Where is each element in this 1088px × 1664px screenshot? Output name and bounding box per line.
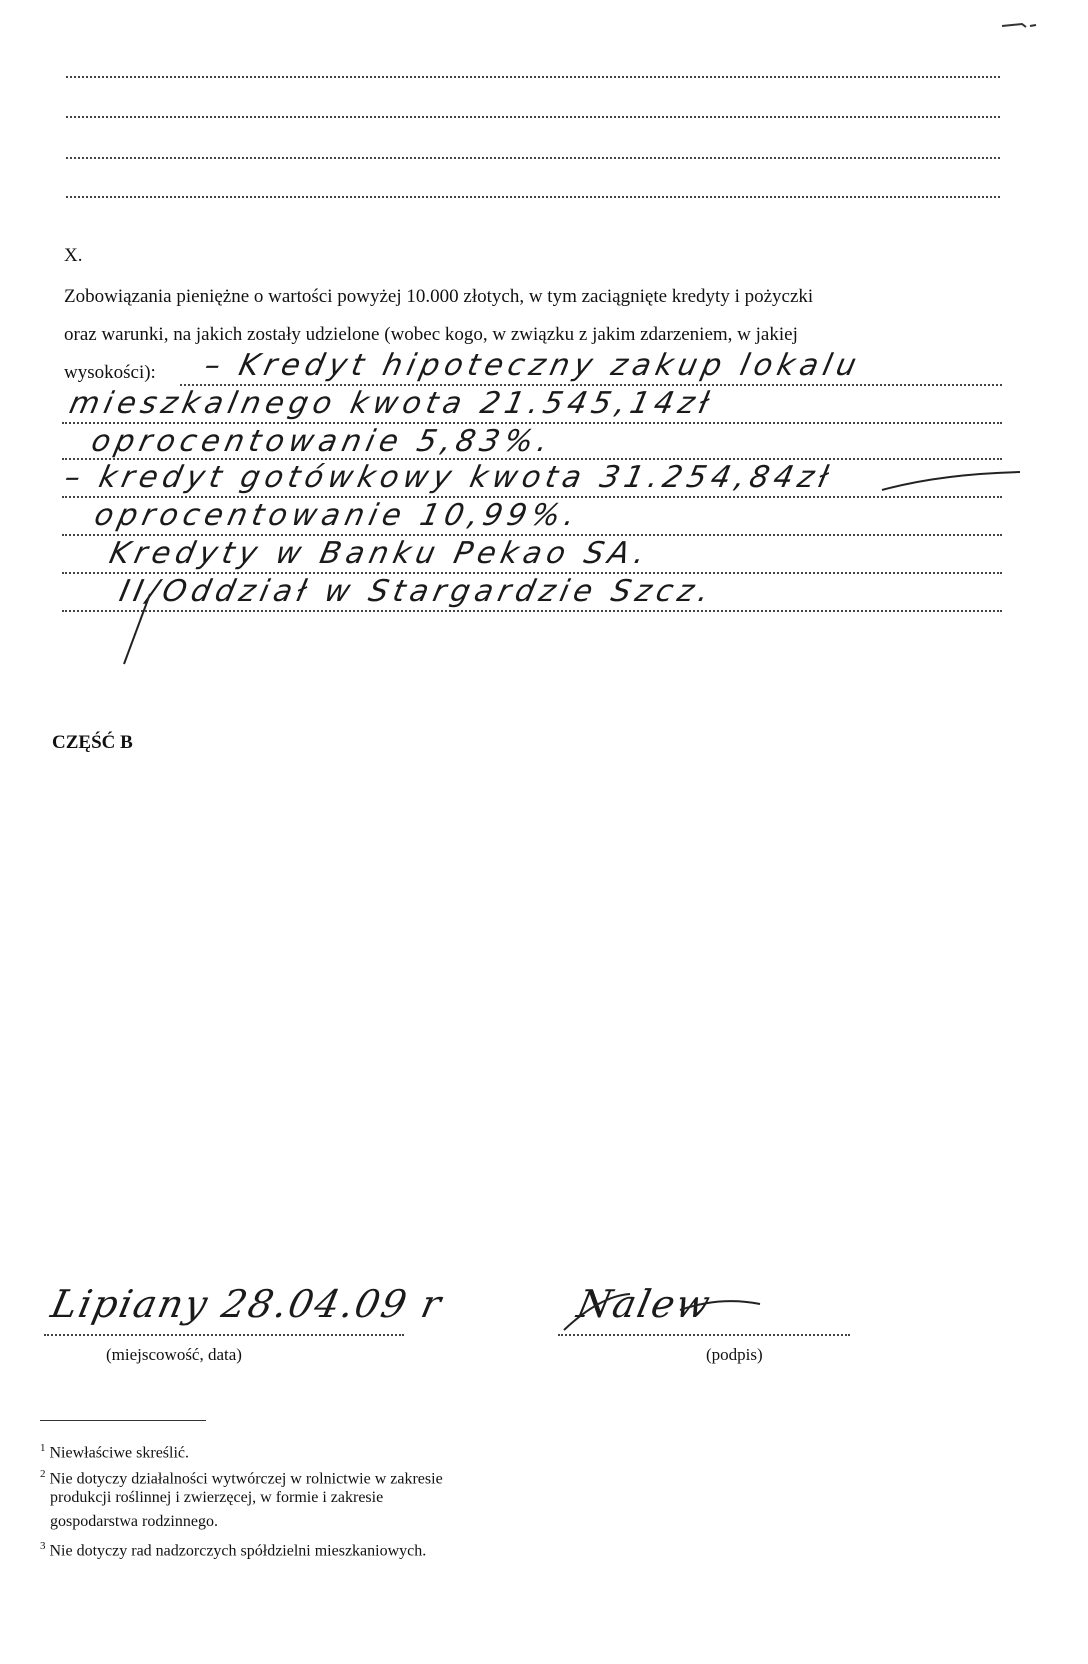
handwritten-line: II/Oddział w Stargardzie Szcz. (116, 574, 717, 609)
handwritten-line: – kredyt gotówkowy kwota 31.254,84zł (61, 460, 837, 495)
handwriting-stroke (110, 590, 170, 670)
footnote-mark: 1 (40, 1442, 46, 1454)
signature-handwritten: Nalew (573, 1282, 716, 1326)
footnote-text: Niewłaściwe skreślić. (49, 1444, 190, 1462)
footnote-2-cont (50, 1510, 218, 1534)
section-x-intro-line1: Zobowiązania pieniężne o wartości powyżej 10.000 złotych, w tym zaciągnięte kredyty i pożyczki (64, 286, 814, 307)
handwritten-line: – Kredyt hipoteczny zakup lokalu (201, 348, 865, 383)
section-x-intro-line3: wysokości): (64, 362, 156, 383)
place-date-dotted-line (44, 1334, 404, 1336)
handwritten-line: oprocentowanie 10,99%. (91, 498, 584, 533)
signature-flourish (560, 1286, 770, 1336)
footnote-text: gospodarstwa rodzinnego. (50, 1513, 218, 1530)
footnote-2-cont (50, 1486, 383, 1510)
footnote-mark: 3 (40, 1540, 46, 1552)
section-x-intro-line2: oraz warunki, na jakich zostały udzielone (wobec kogo, w związku z jakim zdarzeniem, w jakiej (64, 324, 798, 345)
place-date-caption: (miejscowość, data) (106, 1345, 242, 1364)
footnote-text: Nie dotyczy działalności wytwórczej w rolnictwie w zakresie (49, 1470, 443, 1488)
scan-mark (1000, 18, 1080, 32)
footnote-mark: 2 (40, 1468, 46, 1480)
footnote-3 (40, 1534, 426, 1563)
empty-dotted-line (66, 76, 1000, 78)
footnote-separator (40, 1420, 206, 1421)
handwritten-line: Kredyty w Banku Pekao SA. (106, 536, 653, 571)
section-x-label: X. (64, 245, 83, 266)
part-b-heading: CZĘŚĆ B (52, 732, 133, 753)
signature-caption: (podpis) (706, 1345, 763, 1364)
footnote-text: Nie dotyczy rad nadzorczych spółdzielni mieszkaniowych. (49, 1542, 427, 1560)
empty-dotted-line (66, 116, 1000, 118)
answer-dotted-line (62, 610, 1002, 612)
handwritten-line: mieszkalnego kwota 21.545,14zł (66, 386, 717, 421)
footnote-text: produkcji roślinnej i zwierzęcej, w formie i zakresie (50, 1489, 384, 1506)
empty-dotted-line (66, 157, 1000, 159)
place-date-handwritten: Lipiany 28.04.09 r (47, 1282, 447, 1326)
handwriting-stroke (880, 468, 1030, 498)
signature-dotted-line (558, 1334, 850, 1336)
empty-dotted-line (66, 196, 1000, 198)
handwritten-line: oprocentowanie 5,83%. (88, 424, 557, 459)
footnote-1 (40, 1436, 189, 1465)
